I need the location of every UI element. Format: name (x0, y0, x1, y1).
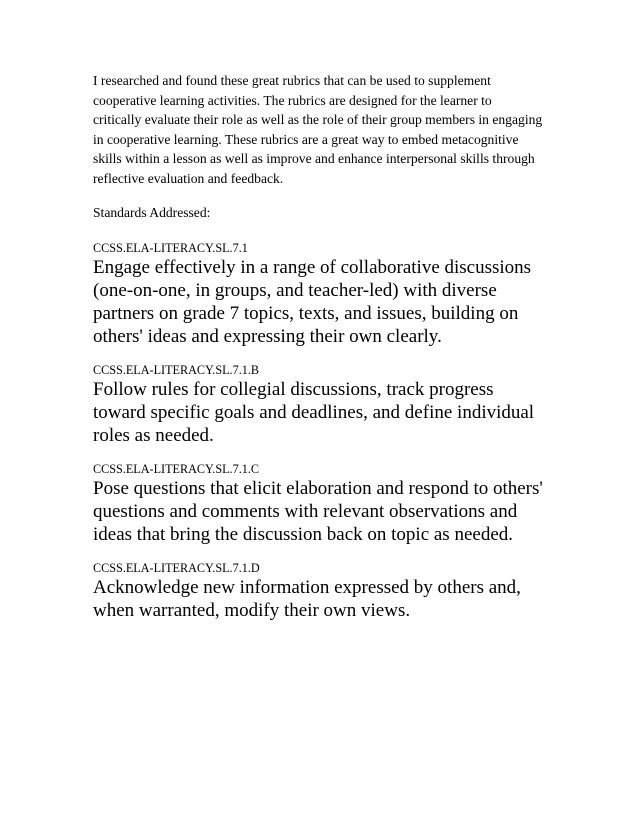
standard-code: CCSS.ELA-LITERACY.SL.7.1.B (93, 363, 260, 377)
standard-text: Pose questions that elicit elaboration and respond to others' questions and comments with relevant observations and ideas that bring the discussion back on topic as needed. (93, 478, 543, 545)
standard-text: Follow rules for collegial discussions, track progress toward specific goals and deadlines, and define individual roles as needed. (93, 379, 535, 446)
standard-text: Engage effectively in a range of collaborative discussions (one-on-one, in groups, and teacher-led) with diverse partners on grade 7 topics, texts, and issues, building on others' ideas and expressing their own clearly. (93, 257, 532, 347)
standard-code: CCSS.ELA-LITERACY.SL.7.1.D (93, 561, 260, 575)
standard-text: Acknowledge new information expressed by others and, when warranted, modify their own views. (93, 577, 521, 621)
standard-sl-7-1-d (93, 560, 543, 622)
standard-sl-7-1-b (93, 362, 543, 447)
standard-sl-7-1-c (93, 461, 543, 546)
standards-heading: Standards Addressed: (93, 205, 211, 220)
standard-code: CCSS.ELA-LITERACY.SL.7.1 (93, 241, 248, 255)
intro-paragraph: I researched and found these great rubrics that can be used to supplement cooperative learning activities. The rubrics are designed for the learner to critically evaluate their role as well as the role of their group members in engaging in cooperative learning. These rubrics are a great way to embed metacognitive skills within a lesson as well as improve and enhance interpersonal skills through reflective evaluation and feedback. (93, 73, 543, 186)
standard-code: CCSS.ELA-LITERACY.SL.7.1.C (93, 462, 260, 476)
document-page (93, 71, 543, 622)
standard-sl-7-1 (93, 240, 543, 348)
